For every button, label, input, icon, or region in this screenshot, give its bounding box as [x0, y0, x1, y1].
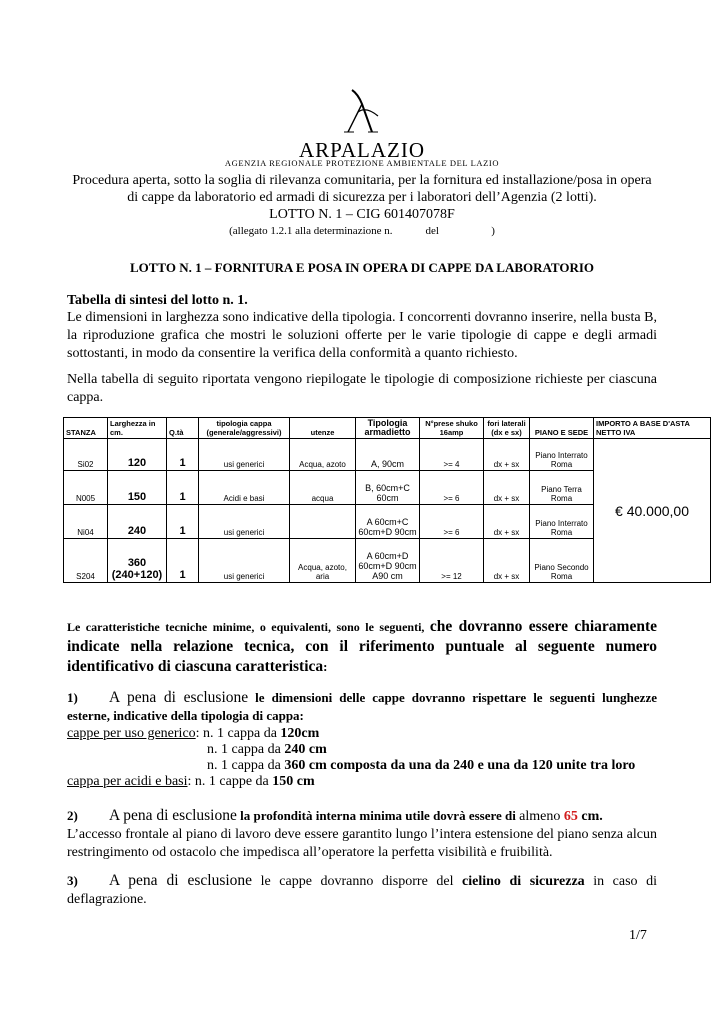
table-intro: Nella tabella di seguito riportata vengono riepilogate le tipologie di composizione richieste per ciascuna cappa.	[67, 372, 657, 405]
header-piano: PIANO E SEDE	[530, 418, 594, 439]
lotto-cig: LOTTO N. 1 – CIG 601407078F	[269, 207, 455, 222]
header-armadietto: Tipologia armadietto	[356, 418, 420, 439]
table-header-row	[64, 418, 711, 439]
item-1-paragraph	[67, 689, 657, 725]
header-prese: N°prese shuko 16amp	[420, 418, 484, 439]
cell-stanza: S204	[64, 539, 108, 583]
cell-fori: dx + sx	[484, 539, 530, 583]
caratteristiche-colon: :	[323, 659, 328, 674]
cell-piano: Piano Secondo Roma	[530, 539, 594, 583]
cell-larghezza: 360 (240+120)	[108, 539, 167, 583]
item-2-value: 65	[563, 809, 578, 824]
item-3-number: 3)	[67, 873, 78, 888]
intro-line-1: Procedura aperta, sotto la soglia di rilevanza comunitaria, per la fornitura ed installazione/posa in opera	[72, 173, 652, 188]
item-2-text: la profondità interna minima utile dovrà essere di	[236, 808, 520, 823]
header-stanza: STANZA	[64, 418, 108, 439]
item-1-lead: A pena di esclusione	[109, 689, 249, 706]
item-2-paragraph	[67, 807, 657, 862]
arpalazio-logo-icon	[338, 86, 386, 136]
caratteristiche-lead: Le caratteristiche tecniche minime, o equivalenti, sono le seguenti,	[67, 620, 430, 634]
cell-tipologia: usi generici	[199, 505, 290, 539]
header-fori: fori laterali (dx e sx)	[484, 418, 530, 439]
generic-2-value: 240 cm	[284, 742, 327, 757]
cell-stanza: Ni04	[64, 505, 108, 539]
cell-fori: dx + sx	[484, 439, 530, 471]
item-2-almeno: almeno	[519, 809, 564, 824]
cell-prese: >= 6	[420, 471, 484, 505]
cell-armadietto: A 60cm+D 60cm+D 90cm A90 cm	[356, 539, 420, 583]
cell-larghezza: 120	[108, 439, 167, 471]
generic-2-pre: n. 1 cappa da	[207, 742, 285, 757]
generic-3-pre: n. 1 cappa da	[207, 758, 285, 773]
cell-qta: 1	[167, 539, 199, 583]
cell-larghezza: 240	[108, 505, 167, 539]
item-1-text: le dimensioni delle cappe dovranno rispettare le seguenti lunghezze esterne, indicative della tipologia di cappa:	[67, 690, 657, 723]
brand-subtitle: AGENZIA REGIONALE PROTEZIONE AMBIENTALE DEL LAZIO	[224, 158, 500, 168]
cell-qta: 1	[167, 505, 199, 539]
brand-name: ARPALAZIO	[298, 138, 426, 162]
intro-line-2: di cappe da laboratorio ed armadi di sicurezza per i laboratori dell’Agenzia (2 lotti).	[127, 190, 597, 205]
cell-prese: >= 6	[420, 505, 484, 539]
header-utenze: utenze	[290, 418, 356, 439]
cell-tipologia: Acidi e basi	[199, 471, 290, 505]
cell-larghezza: 150	[108, 471, 167, 505]
cell-armadietto: B, 60cm+C 60cm	[356, 471, 420, 505]
cell-stanza: N005	[64, 471, 108, 505]
generic-3-value: 360 cm composta da una da 240 e una da 120 unite tra loro	[284, 758, 636, 773]
acidi-label: cappa per acidi e basi	[67, 774, 188, 789]
generic-1-value: 120cm	[280, 726, 320, 741]
item-1-number: 1)	[67, 690, 78, 705]
item-1-acidi-line	[67, 773, 315, 791]
item-3-lead: A pena di esclusione	[109, 872, 253, 889]
allegato-note: (allegato 1.2.1 alla determinazione n. del )	[229, 225, 495, 237]
cell-stanza: Si02	[64, 439, 108, 471]
header-qta: Q.tà	[167, 418, 199, 439]
cell-utenze: Acqua, azoto	[290, 439, 356, 471]
header-larghezza: Larghezza in cm.	[108, 418, 167, 439]
cell-importo: € 40.000,00	[594, 439, 711, 583]
summary-table	[63, 417, 711, 583]
cell-piano: Piano Interrato Roma	[530, 505, 594, 539]
cell-armadietto: A, 90cm	[356, 439, 420, 471]
cell-tipologia: usi generici	[199, 439, 290, 471]
header-importo: IMPORTO A BASE D'ASTA NETTO IVA	[594, 418, 711, 439]
summary-heading: Tabella di sintesi del lotto n. 1.	[67, 293, 248, 308]
cell-piano: Piano Interrato Roma	[530, 439, 594, 471]
item-2-number: 2)	[67, 808, 78, 823]
item-2-unit: cm.	[577, 809, 603, 824]
item-2-rest: L’accesso frontale al piano di lavoro deve essere garantito lungo l’intera estensione del piano senza alcun restringimento od ostacolo che impedisca all’operatore la perfetta visibilità e fruibilità.	[67, 827, 657, 860]
cell-prese: >= 4	[420, 439, 484, 471]
header-tipologia: tipologia cappa (generale/aggressivi)	[199, 418, 290, 439]
item-3-bold: cielino di sicurezza	[462, 874, 585, 889]
caratteristiche-paragraph	[67, 617, 657, 677]
summary-text: Le dimensioni in larghezza sono indicative della tipologia. I concorrenti dovranno inserire, nella busta B, la riproduzione grafica che mostri le soluzioni offerte per le varie tipologie di cappe e degli armadi sottostanti, in modo da consentire la verifica della conformità a quanto richiesto.	[67, 310, 657, 361]
caratteristiche-emphasis: che dovranno essere chiaramente indicate nella relazione tecnica, con il riferimento puntuale al seguente numero identificativo di ciascuna caratteristica	[67, 618, 658, 675]
cell-prese: >= 12	[420, 539, 484, 583]
cell-utenze: Acqua, azoto, aria	[290, 539, 356, 583]
cell-qta: 1	[167, 439, 199, 471]
cell-fori: dx + sx	[484, 505, 530, 539]
acidi-pre: : n. 1 cappe da	[187, 774, 273, 789]
cell-fori: dx + sx	[484, 471, 530, 505]
section-title: LOTTO N. 1 – FORNITURA E POSA IN OPERA DI CAPPE DA LABORATORIO	[129, 260, 595, 275]
cell-piano: Piano Terra Roma	[530, 471, 594, 505]
cell-qta: 1	[167, 471, 199, 505]
intro-block	[0, 172, 724, 240]
cell-tipologia: usi generici	[199, 539, 290, 583]
cell-armadietto: A 60cm+C 60cm+D 90cm	[356, 505, 420, 539]
generic-1-pre: : n. 1 cappa da	[195, 726, 281, 741]
acidi-value: 150 cm	[272, 774, 315, 789]
table-row	[64, 439, 711, 471]
cell-utenze	[290, 505, 356, 539]
item-2-lead: A pena di esclusione	[109, 807, 237, 824]
page-number: 1/7	[629, 928, 647, 943]
cell-utenze: acqua	[290, 471, 356, 505]
item-3-paragraph	[67, 872, 657, 909]
item-3-text-2: in caso di deflagrazione.	[67, 874, 657, 907]
generic-label: cappe per uso generico	[67, 726, 196, 741]
item-3-text-1: le cappe dovranno disporre del	[252, 874, 463, 889]
